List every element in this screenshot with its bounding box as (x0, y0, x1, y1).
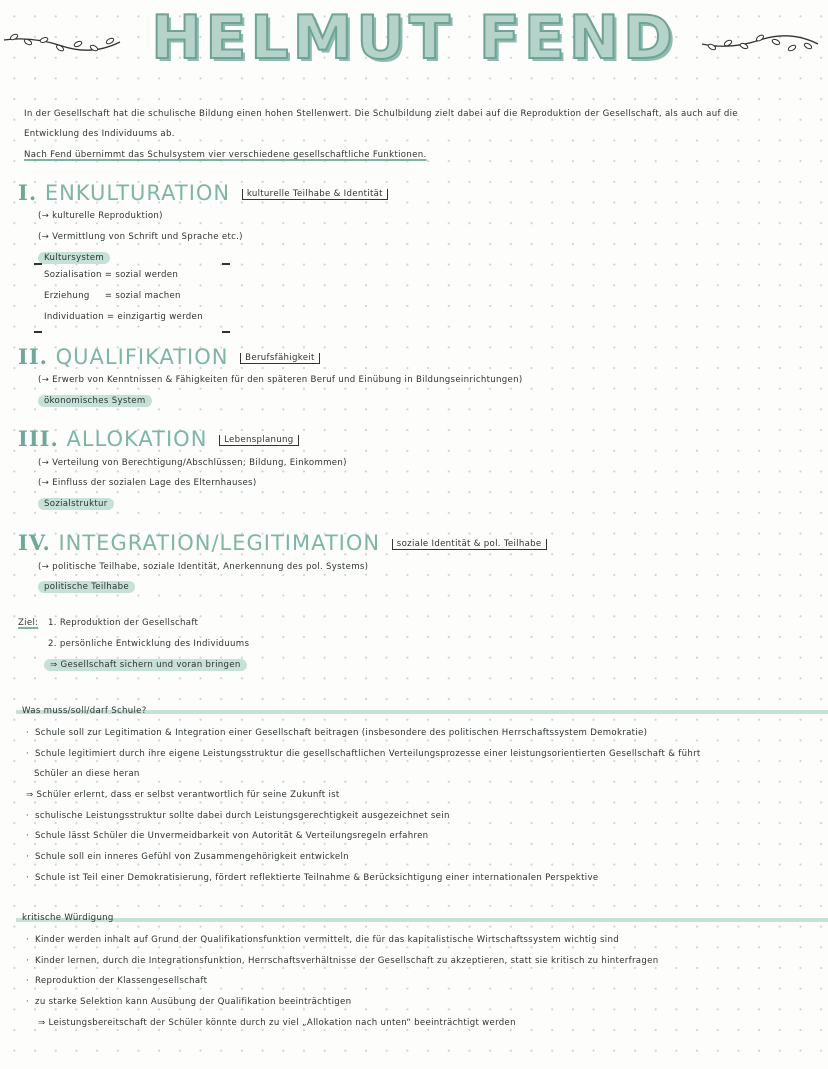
system-label: politische Teilhabe (38, 581, 135, 593)
section-note: kulturelle Teilhabe & Identität (242, 189, 388, 200)
section-heading-enkulturation (18, 180, 388, 207)
section-number: I. (18, 180, 38, 205)
section-note: Lebensplanung (219, 435, 298, 446)
section-title: ALLOKATION (66, 427, 208, 451)
schule-line: · Schule legitimiert durch ihre eigene Leistungsstruktur die gesellschaftlichen Verteilungsprozesse einer leistungsorientierten Gesellschaft & führt (26, 748, 701, 760)
section-line: (→ Einfluss der sozialen Lage des Elternhauses) (38, 478, 257, 488)
section-heading-qualifikation (18, 344, 320, 371)
schule-line: · Schule soll ein inneres Gefühl von Zusammengehörigkeit entwickeln (26, 851, 349, 863)
vine-decoration-right (700, 28, 820, 58)
system-label-wrap (38, 498, 114, 510)
kritik-line: · Reproduktion der Klassengesellschaft (26, 975, 207, 987)
section-number: III. (18, 426, 59, 451)
system-label: ökonomisches System (38, 395, 152, 407)
bracket-line: Individuation = einzigartig werden (44, 312, 203, 322)
section-number: IV. (18, 530, 51, 555)
section-number: II. (18, 344, 48, 369)
section-title: ENKULTURATION (44, 181, 231, 205)
section-line: (→ Verteilung von Berechtigung/Abschlüssen; Bildung, Einkommen) (38, 458, 347, 468)
schule-heading: Was muss/soll/darf Schule? (22, 706, 147, 716)
ziel-label: Ziel: (18, 618, 39, 628)
kritik-heading: kritische Würdigung (22, 913, 114, 923)
kritik-line: ⇒ Leistungsbereitschaft der Schüler könnte durch zu viel „Allokation nach unten“ beeinträchtigt werden (38, 1018, 516, 1028)
section-title: INTEGRATION/LEGITIMATION (58, 531, 381, 555)
bracket-line: Erziehung = sozial machen (44, 291, 181, 301)
kritik-line: · Kinder lernen, durch die Integrationsfunktion, Herrschaftsverhältnisse der Gesellschaft zu akzeptieren, statt sie kritisch zu hinterfragen (26, 955, 658, 967)
system-label-wrap (38, 581, 135, 593)
schule-line: Schüler an diese heran (34, 769, 140, 779)
schule-line: · schulische Leistungsstruktur sollte dabei durch Leistungsgerechtigkeit ausgezeichnet sein (26, 810, 450, 822)
system-label-wrap (38, 395, 152, 407)
schule-line: · Schule ist Teil einer Demokratisierung, fördert reflektierte Teilnahme & Berücksichtigung einer internationalen Perspektive (26, 872, 598, 884)
section-note: Berufsfähigkeit (240, 353, 319, 364)
schule-line: ⇒ Schüler erlernt, dass er selbst verantwortlich für seine Zukunft ist (26, 790, 340, 800)
ziel-result: ⇒ Gesellschaft sichern und voran bringen (44, 659, 247, 671)
section-title: QUALIFIKATION (55, 345, 229, 369)
section-line: (→ Vermittlung von Schrift und Sprache etc.) (38, 232, 243, 242)
section-heading-integration (18, 530, 547, 557)
system-label: Sozialstruktur (38, 498, 114, 510)
section-line: (→ politische Teilhabe, soziale Identität, Anerkennung des pol. Systems) (38, 562, 369, 572)
divider (16, 918, 828, 922)
section-heading-allokation (18, 426, 299, 453)
ziel-result-wrap (44, 659, 247, 671)
ziel-item: 1. Reproduktion der Gesellschaft (48, 618, 199, 628)
kritik-line: · zu starke Selektion kann Ausübung der Qualifikation beeinträchtigen (26, 996, 351, 1008)
intro-line-2: Entwicklung des Individuums ab. (24, 129, 175, 139)
section-line: (→ kulturelle Reproduktion) (38, 211, 163, 221)
page-title: HELMUT FEND (151, 3, 677, 73)
system-label: Kultursystem (38, 252, 110, 264)
bracket-line: Sozialisation = sozial werden (44, 270, 179, 280)
schule-line: · Schule soll zur Legitimation & Integration einer Gesellschaft beitragen (insbesondere des politischen Herrschaftssystem Demokratie) (26, 727, 647, 739)
ziel-item: 2. persönliche Entwicklung des Individuums (48, 639, 250, 649)
kritik-line: · Kinder werden inhalt auf Grund der Qualifikationsfunktion vermittelt, die für das kapitalistische Wirtschaftssystem wichtig sind (26, 934, 619, 946)
intro-line-3: Nach Fend übernimmt das Schulsystem vier verschiedene gesellschaftliche Funktionen. (24, 150, 427, 160)
intro-line-1: In der Gesellschaft hat die schulische Bildung einen hohen Stellenwert. Die Schulbildung zielt dabei auf die Reproduktion der Gesellschaft, als auch auf die (24, 109, 738, 119)
schule-line: · Schule lässt Schüler die Unvermeidbarkeit von Autorität & Verteilungsregeln erfahren (26, 830, 428, 842)
section-line: (→ Erwerb von Kenntnissen & Fähigkeiten für den späteren Beruf und Einübung in Bildungseinrichtungen) (38, 375, 523, 385)
section-note: soziale Identität & pol. Teilhabe (392, 539, 547, 550)
